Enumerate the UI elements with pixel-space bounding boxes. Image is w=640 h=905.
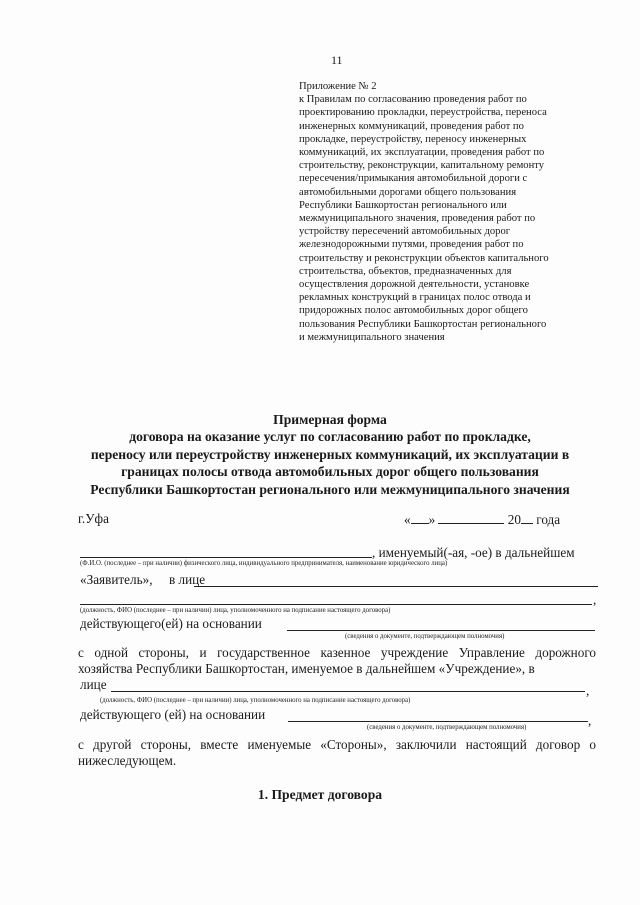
applicant-label: «Заявитель», xyxy=(80,572,153,587)
appendix-line: межмуниципального значения, проведения работ по xyxy=(299,213,536,225)
appendix-line: устройству пересечений автомобильных дорог xyxy=(299,226,511,238)
appendix-line: рекламных конструкций в границах полос отвода и xyxy=(299,292,531,304)
day-blank[interactable] xyxy=(411,511,429,524)
caption-document-1: (сведения о документе, подтверждающем полномочия) xyxy=(345,633,505,640)
title-line: договора на оказание услуг по согласованию работ по прокладке, xyxy=(129,429,531,445)
appendix-line: инженерных коммуникаций, проведения работ по xyxy=(299,120,524,132)
place: г.Уфа xyxy=(78,511,109,526)
comma-3: , xyxy=(588,713,592,728)
section-heading-1: 1. Предмет договора xyxy=(257,787,383,802)
representative-blank-2a[interactable] xyxy=(111,691,585,692)
acting-on-basis-1: действующего(ей) на основании xyxy=(80,616,262,631)
applicant-row xyxy=(80,572,205,588)
appendix-line: Приложение № 2 xyxy=(299,81,377,92)
caption-position-1: (должность, ФИО (последнее – при наличии) лица, уполномоченного на подписание настоящего договора) xyxy=(80,607,391,614)
appendix-note xyxy=(299,80,587,344)
comma-2: , xyxy=(586,683,590,698)
appendix-line: строительства, объектов, предназначенных для xyxy=(299,265,512,277)
basis-document-blank-2[interactable] xyxy=(288,721,588,722)
year-prefix: 20 xyxy=(507,512,521,527)
appendix-line: автомобильными дорогами общего пользования xyxy=(299,186,517,198)
month-blank[interactable] xyxy=(438,511,504,524)
year-suffix: года xyxy=(536,512,561,527)
caption-position-2: (должность, ФИО (последнее – при наличии) лица, уполномоченного на подписание настоящего договора) xyxy=(100,697,411,704)
title-line: Примерная форма xyxy=(273,412,387,427)
appendix-line: и межмуниципального значения xyxy=(299,331,445,343)
appendix-line: к Правилам по согласованию проведения работ по xyxy=(299,94,527,106)
basis-document-blank-1[interactable] xyxy=(287,630,595,631)
date-close-quote: » xyxy=(428,512,436,527)
document-title xyxy=(60,411,600,498)
date-field xyxy=(404,511,560,528)
title-line: Республики Башкортостан регионального или межмуниципального значения xyxy=(90,481,570,497)
comma: , xyxy=(593,592,597,607)
appendix-line: проектированию прокладки, переустройства, переноса xyxy=(299,107,547,119)
applicant-name-blank[interactable] xyxy=(80,557,372,558)
title-line: переносу или переустройству инженерных коммуникаций, их эксплуатации в xyxy=(90,446,570,462)
caption-person: (Ф.И.О. (последнее – при наличии) физического лица, индивидуального предпринимателя, наименование юридического лица) xyxy=(80,560,448,567)
title-line: границах полосы отвода автомобильных дорог общего пользования xyxy=(121,464,539,480)
one-side-paragraph: с одной стороны, и государственное казенное учреждение Управление дорожного хозяйства Республики Башкортостан, именуемое в дальнейшем «Учреждение», в xyxy=(78,645,596,677)
date-open-quote: « xyxy=(404,512,411,527)
in-person-2: лице xyxy=(80,677,107,692)
other-side-paragraph: с другой стороны, вместе именуемые «Стороны», заключили настоящий договор о нижеследующем. xyxy=(78,737,596,769)
representative-blank-1a[interactable] xyxy=(194,586,598,587)
appendix-line: железнодорожными путями, проведения работ по xyxy=(299,239,524,251)
appendix-line: строительству и реконструкции объектов капитального xyxy=(299,252,549,264)
appendix-line: прокладке, переустройству, переносу инженерных xyxy=(299,133,527,145)
page-number: 11 xyxy=(331,53,343,67)
appendix-line: строительству, реконструкции, капитальному ремонту xyxy=(299,160,545,172)
year-blank[interactable] xyxy=(521,511,533,524)
appendix-line: пересечения/примыкания автомобильной дороги с xyxy=(299,173,528,185)
in-person: в лице xyxy=(169,572,206,587)
appendix-line: коммуникаций, их эксплуатации, проведения работ по xyxy=(299,147,545,159)
acting-on-basis-2: действующего (ей) на основании xyxy=(80,707,266,722)
appendix-line: Республики Башкортостан регионального или xyxy=(299,199,507,211)
representative-blank-1b[interactable] xyxy=(80,604,592,605)
caption-document-2: (сведения о документе, подтверждающем полномочия) xyxy=(367,724,527,731)
appendix-line: осуществления дорожной деятельности, установке xyxy=(299,279,530,291)
appendix-line: придорожных полос автомобильных дорог общего xyxy=(299,305,528,317)
appendix-line: пользования Республики Башкортостан регионального xyxy=(299,318,547,330)
named-suffix: , именуемый(-ая, -ое) в дальнейшем xyxy=(372,545,575,560)
